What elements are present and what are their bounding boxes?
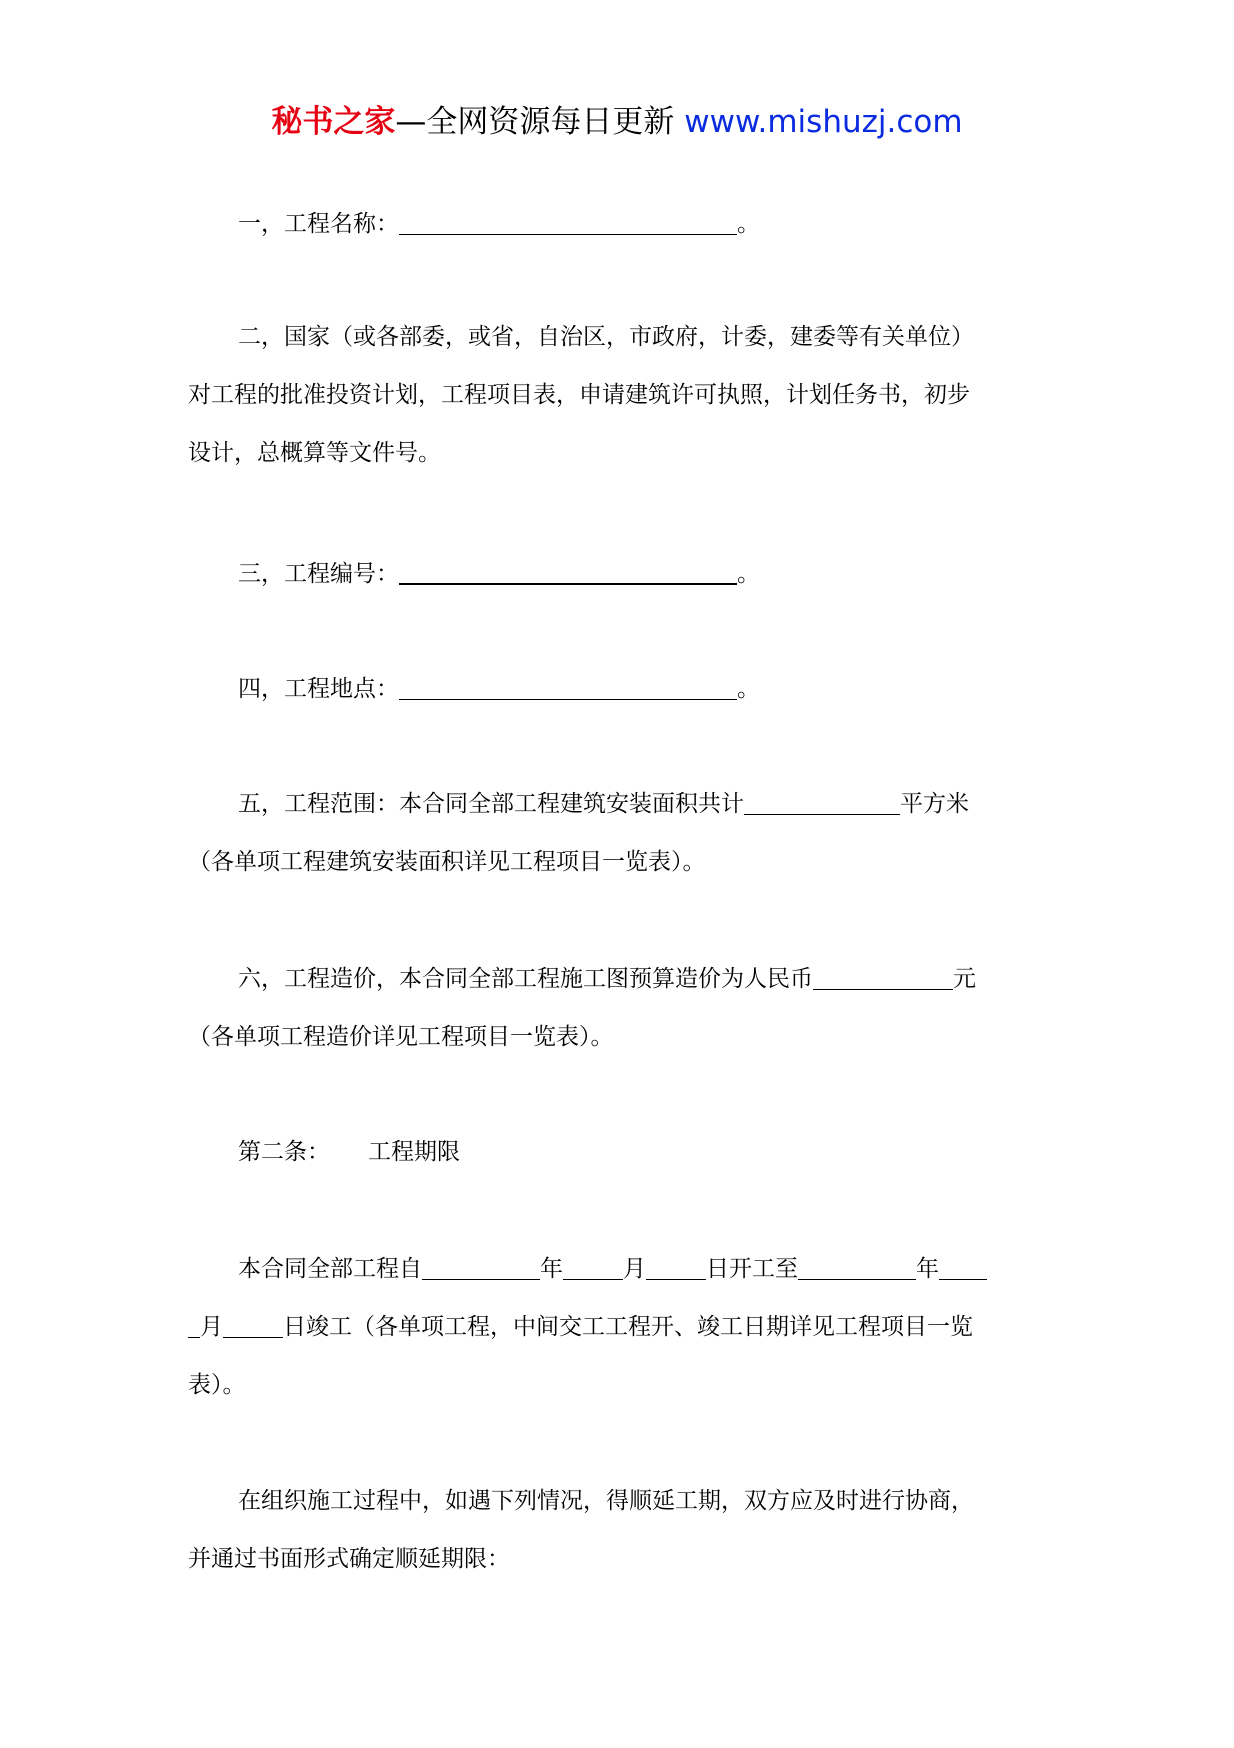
approval-line-3: 设计，总概算等文件号。 (188, 440, 441, 466)
item-approval-end (188, 424, 1046, 482)
project-name-label: 一，工程名称： (238, 211, 399, 237)
project-number-label: 三，工程编号： (238, 561, 399, 587)
item-project-name: 一，工程名称： 。 (188, 195, 1046, 253)
project-cost-label: 六，工程造价，本合同全部工程施工图预算造价为人民币 (238, 966, 813, 992)
article-title: 工程期限 (368, 1139, 460, 1165)
project-cost-field[interactable] (813, 963, 953, 990)
site-header (0, 100, 1234, 144)
brand-name: 秘书之家 (271, 104, 396, 140)
project-scope-line-2: （各单项工程建筑安装面积详见工程项目一览表）。 (188, 849, 706, 875)
start-day-field[interactable] (646, 1253, 706, 1280)
start-year-field[interactable] (422, 1253, 540, 1280)
period-line-2: 月 日竣工（各单项工程，中间交工工程开、竣工日期详见工程项目一览 (188, 1298, 1046, 1356)
project-location-field[interactable] (399, 673, 737, 700)
item-project-number: 三，工程编号： 。 (188, 545, 1046, 603)
item-project-cost-cont (188, 1008, 1046, 1066)
item-project-scope-cont (188, 833, 1046, 891)
article-number: 第二条： (238, 1139, 330, 1165)
project-scope-label: 五，工程范围：本合同全部工程建筑安装面积共计 (238, 791, 744, 817)
end-day-field[interactable] (223, 1311, 283, 1338)
period-line-3: 表）。 (188, 1372, 246, 1398)
area-unit: 平方米 (900, 791, 969, 817)
project-number-field[interactable] (399, 557, 737, 585)
site-url[interactable]: www.mishuzj.com (684, 104, 963, 140)
item-project-location: 四，工程地点： 。 (188, 660, 1046, 718)
item-approval (188, 308, 1046, 366)
delay-line-2: 并通过书面形式确定顺延期限： (188, 1546, 510, 1572)
project-location-label: 四，工程地点： (238, 676, 399, 702)
cost-unit: 元 (953, 966, 976, 992)
header-slogan: —全网资源每日更新 (395, 104, 675, 140)
item-project-scope (188, 775, 1046, 833)
period-line-1: 本合同全部工程自 年 月 日开工至 年 (188, 1240, 1046, 1298)
article-2-heading (188, 1123, 1046, 1181)
project-cost-line-2: （各单项工程造价详见工程项目一览表）。 (188, 1024, 614, 1050)
project-name-field[interactable] (399, 208, 737, 235)
end-year-field[interactable] (798, 1253, 916, 1280)
project-area-field[interactable] (744, 788, 900, 815)
end-month-field-part1[interactable] (939, 1253, 987, 1280)
start-month-field[interactable] (563, 1253, 623, 1280)
approval-line-2: 对工程的批准投资计划，工程项目表，申请建筑许可执照，计划任务书，初步 (188, 382, 970, 408)
end-month-field-part2[interactable] (188, 1311, 200, 1338)
item-project-cost (188, 950, 1046, 1008)
approval-line-1: 二，国家（或各部委，或省，自治区，市政府，计委，建委等有关单位） (238, 324, 974, 350)
delay-line-1: 在组织施工过程中，如遇下列情况，得顺延工期，双方应及时进行协商， (238, 1488, 974, 1514)
item-approval-cont (188, 366, 1046, 424)
